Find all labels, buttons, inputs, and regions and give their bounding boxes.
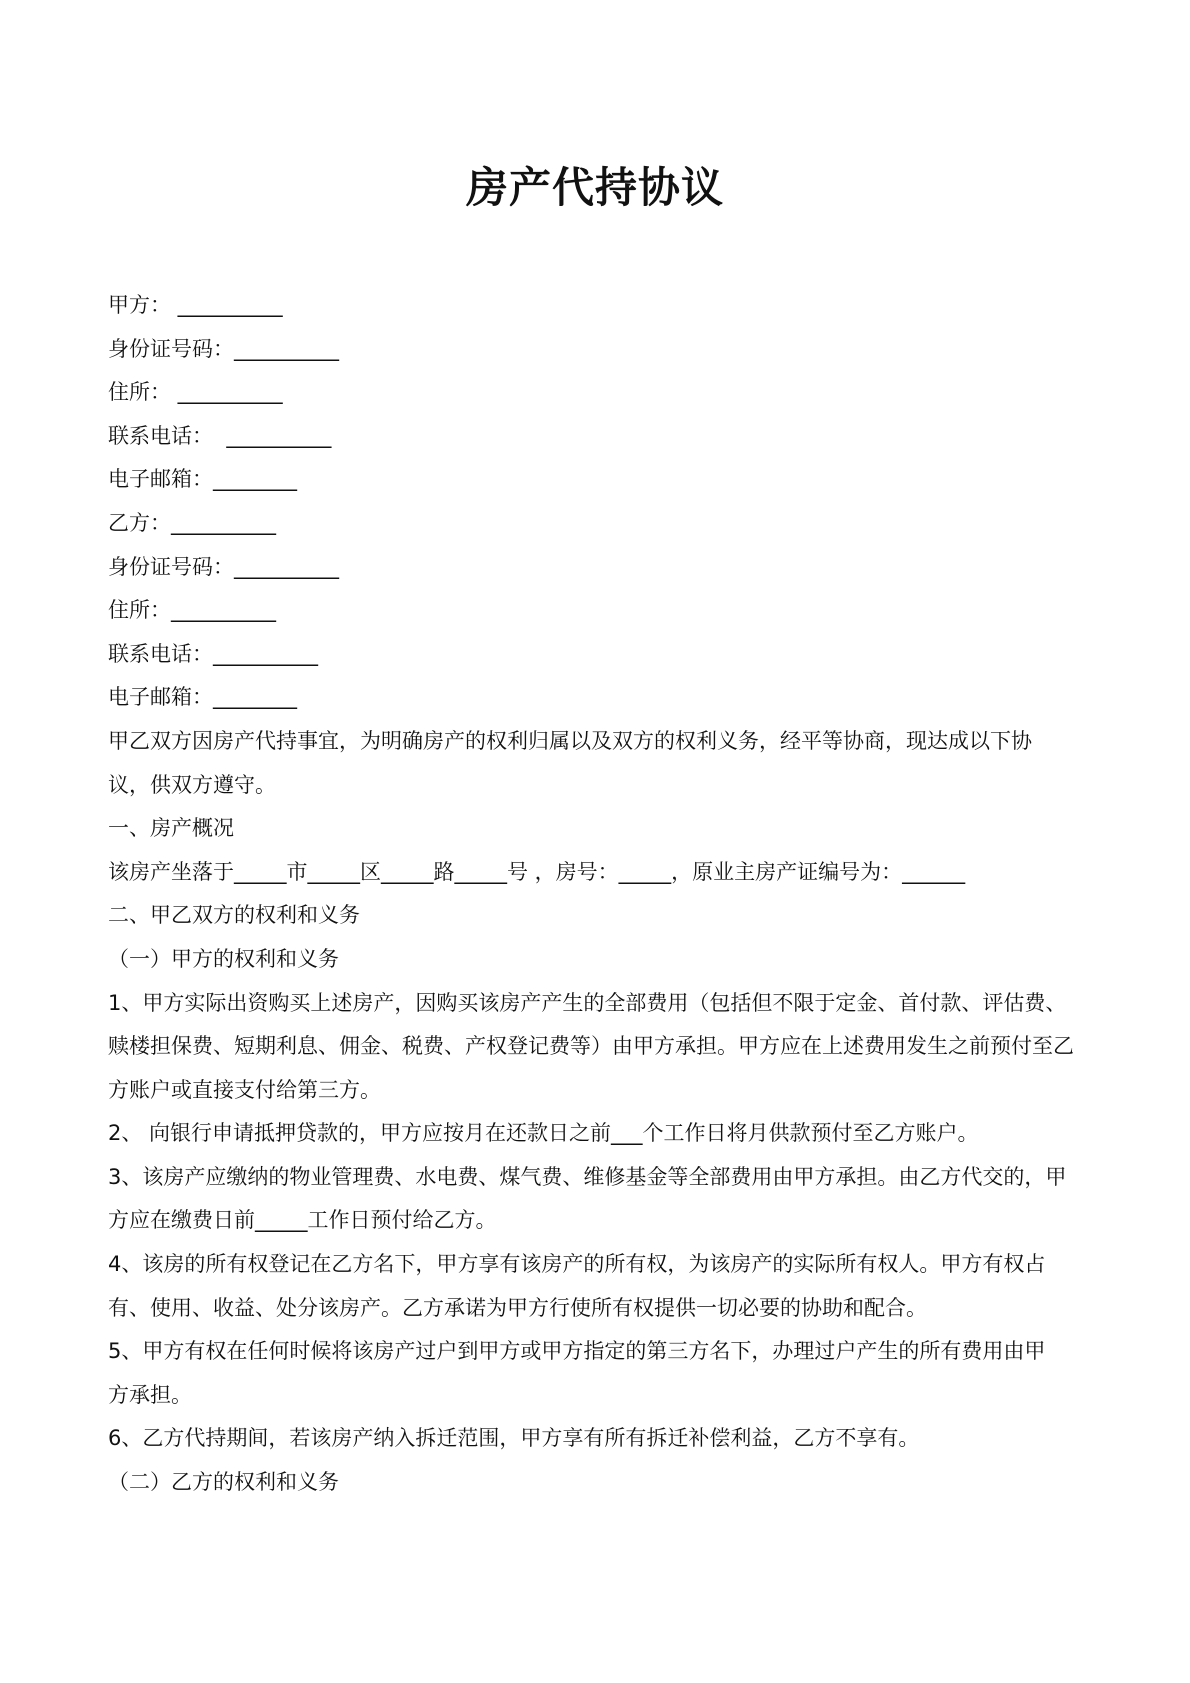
party-b-id-number-line: 身份证号码：__________ xyxy=(108,554,339,579)
party-b-address-line: 住所：__________ xyxy=(108,598,276,623)
property-location-line: 该房产坐落于_____市_____区_____路_____号 ，房号：_____，原业主房产证编号为：______ xyxy=(108,859,966,884)
party-a-address-line: 住所： __________ xyxy=(108,380,283,405)
party-a-id-number-line: 身份证号码：__________ xyxy=(108,336,339,361)
clause-line: 有、使用、收益、处分该房产。乙方承诺为甲方行使所有权提供一切必要的协助和配合。 xyxy=(108,1295,927,1320)
clause-line: 4、该房的所有权登记在乙方名下，甲方享有该房产的所有权，为该房产的实际所有权人。甲方有权占 xyxy=(108,1252,1046,1277)
clause-line: 3、该房产应缴纳的物业管理费、水电费、煤气费、维修基金等全部费用由甲方承担。由乙方代交的，甲 xyxy=(108,1164,1067,1189)
party-b-name-line: 乙方：__________ xyxy=(108,510,276,535)
section-heading: 二、甲乙双方的权利和义务 xyxy=(108,903,360,928)
party-a-phone-line: 联系电话： __________ xyxy=(108,423,332,448)
subsection-heading: （一）甲方的权利和义务 xyxy=(108,946,339,971)
clause-line: 方承担。 xyxy=(108,1382,192,1407)
clause-line: 2、 向银行申请抵押贷款的，甲方应按月在还款日之前___个工作日将月供款预付至乙方账户。 xyxy=(108,1121,979,1146)
subsection-heading: （二）乙方的权利和义务 xyxy=(108,1470,339,1495)
party-a-name-line: 甲方： __________ xyxy=(108,293,283,317)
clause-line: 1、甲方实际出资购买上述房产，因购买该房产产生的全部费用（包括但不限于定金、首付款、评估费、 xyxy=(108,990,1067,1015)
document-body xyxy=(108,284,1098,1505)
party-b-phone-line: 联系电话：__________ xyxy=(108,641,318,666)
document-title: 房产代持协议 xyxy=(465,163,724,212)
clause-line: 方应在缴费日前_____工作日预付给乙方。 xyxy=(108,1208,497,1233)
clause-line: 6、乙方代持期间，若该房产纳入拆迁范围，甲方享有所有拆迁补偿利益，乙方不享有。 xyxy=(108,1426,920,1451)
party-b-email-line: 电子邮箱：________ xyxy=(108,685,297,710)
clause-line: 5、甲方有权在任何时候将该房产过户到甲方或甲方指定的第三方名下，办理过户产生的所有费用由甲 xyxy=(108,1339,1046,1364)
clause-line: 赎楼担保费、短期利息、佣金、税费、产权登记费等）由甲方承担。甲方应在上述费用发生之前预付至乙 xyxy=(108,1034,1074,1059)
party-a-email-line: 电子邮箱：________ xyxy=(108,467,297,492)
clause-line: 方账户或直接支付给第三方。 xyxy=(108,1077,381,1102)
section-heading: 一、房产概况 xyxy=(108,816,234,841)
preamble-line: 甲乙双方因房产代持事宜，为明确房产的权利归属以及双方的权利义务，经平等协商，现达成以下协 xyxy=(108,728,1032,753)
preamble-line: 议，供双方遵守。 xyxy=(108,772,276,797)
